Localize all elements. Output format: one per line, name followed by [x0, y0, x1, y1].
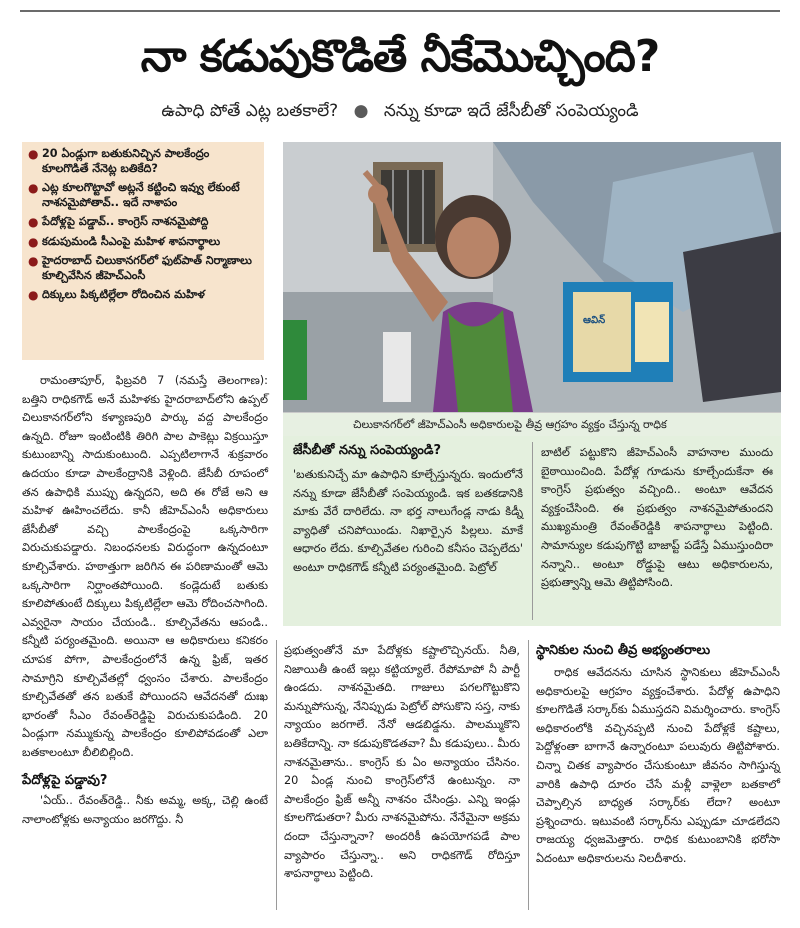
section-heading-poor: పేదోళ్లపై పడ్డావు? — [22, 773, 108, 789]
column-divider-1 — [276, 640, 277, 910]
subheadline-part2: నన్ను కూడా ఇదే జేసీబీతో సంపెయ్యండి — [383, 101, 639, 121]
quote-box — [283, 436, 781, 626]
quote-box-right-text: బాటిల్ పట్టుకొని జీహెచ్ఎంసీ వాహనాల ముందు బైఠాయించింది. పేదోళ్ల గూడును కూల్చేందుకేనా ఈ కాంగ్రెస్ ప్రభుత్వం వచ్చింది.. అంటూ ఆవేదన వ్యక్తంచేసింది. ఈ ప్రభుత్వం నాశనమైపోతుందని ముఖ్యమంత్రి రేవంత్‌రెడ్డికి శాపనార్థాలు పెట్టింది. సామాన్యుల కడుపుగొట్టి బాజాప్ట్ పడేస్తే ఏముస్తుందిరా నన్నాని.. అంటూ రోడ్డుపై ఆటు అధికారులను, ప్రభుత్వాన్ని ఆమె తిట్టిపోసింది. — [541, 446, 773, 590]
article-column-3 — [536, 640, 780, 869]
headline: నా కడుపుకొడితే నీకేమొచ్చింది? — [140, 31, 660, 82]
subheadline — [20, 96, 780, 126]
box-divider — [532, 442, 533, 620]
news-photo — [283, 142, 781, 412]
article-quote-continued: ప్రభుత్వంతోనే మా పేదోళ్లకు కష్టాలొచ్చినయ్. నీతి, నిజాయితీ ఉంటే ఇల్లు కట్టియ్యాలే. రేపోమాపో నీ పార్టీ ఉండదు. నాశనమైతది. గాజులు పగలగొట్టుకొని మన్నుపోసున్న, నేనిప్పుడు పెట్రోల్ పోసుకొని సస్త, నాకు న్యాయం జరగాలే. నేనో ఆడబిడ్డను. పాలమ్ముకొని బతికేదాన్ని. నా కడుపుకొడతవా? మీ కడుపులు.. మీరు నాశనమైతాను.. కాంగ్రెస్ కు ఏం అన్యాయం చేసినం. 20 ఏండ్ల నుంచి కాంగ్రెస్‌లోనే ఉంటున్నం. నా పాలకేంద్రం ఫ్రిజ్ అన్నీ నాశనం చేసిండ్రు. ఎన్ని ఇండ్లు కూలగొడుతరా? మీరు నాశనమైపోను. నేనేమైనా అక్రమ దందా చేస్తున్నానా? అందరికీ ఉపయోగపడే పాల వ్యాపారం చేస్తున్నా.. అని రాధికగౌడ్ రోదిస్తూ శాపనార్థాలు పెట్టింది. — [284, 644, 520, 881]
milk-stall-sign: ఆవిన్ — [583, 315, 606, 326]
bullet-icon: ● — [28, 288, 39, 302]
quote-box-heading: జేసీబీతో నన్ను సంపెయ్యండి? — [293, 443, 442, 458]
article-intro-text: రామంతాపూర్, ఫిబ్రవరి 7 (నమస్తే తెలంగాణ): బత్తిని రాధికగౌడ్ అనే మహిళకు హైదరాబాద్‌లోని ఉప్పల్ చిలుకానగర్‌లోని కళ్యాణపురి పార్కు వద్ద పాలకేంద్రం ఉన్నది. రోజూ ఇంటింటికి తిరిగి పాల పాకెట్లు విక్రయిస్తూ కుటుంబాన్ని సాదుకుంటుంది. ఎప్పటిలాగానే శుక్రవారం ఉదయం కూడా పాలకేంద్రానికి వెళ్లింది. జేసీబీ రూపంలో తన ఉపాధికి ముప్పు ఉన్నదని, అది ఈ రోజే అని ఆ మహిళ ఊహించలేదు. కానీ జీహెచ్ఎంసీ అధికారులు జేసీబీతో వచ్చి పాలకేంద్రంపై ఒక్కసారిగా విరుచుకుపడ్డారు. నిబంధనలకు విరుద్ధంగా ఉన్నదంటూ కూల్చివేశారు. హఠాత్తుగా జరిగిన ఈ పరిణామంతో ఆమె ఒక్కసారిగా నిర్ఘాంతపోయింది. కండ్లెదుటే బతుకు కూలిపోతుంటే దిక్కులు పిక్కటిల్లేలా ఆమె రోదించసాగింది. ఎవ్వరైనా సాయం చేయండి.. కూల్చివేతను ఆపండి.. కన్నీటి పర్యంతమైంది. అయినా ఆ అధికారులు కనికరం చూపక పోగా, పాలకేంద్రంలోనే ఉన్న ఫ్రిజ్, ఇతర సామాగ్రిని కూల్చివేతల్లో ధ్వంసం చేశారు. పాలకేంద్రం కూల్చివేతతో తన బతుకే పోయిందని ఆవేదనతో దుఃఖ భారంతో సీఎం రేవంత్‌రెడ్డిపై విరుచుకుపడింది. 20 ఏండ్లుగా నమ్ముకున్న పాలకేంద్రం కూలిపోవడంతో ఎలా బతకాలంటూ బీలిబిల్లింది. — [22, 374, 268, 759]
bullet-icon: ● — [28, 215, 39, 229]
highlight-item: ● దిక్కులు పిక్కటిల్లేలా రోదించిన మహిళ — [28, 288, 205, 302]
highlight-item: ● ఎట్ల కూలగొట్టావో అట్లనే కట్టించి ఇవ్వు లేకుంటే నాశనమైపోతావ్.. ఇదే నాశాపం — [28, 181, 240, 209]
subheadline-part1: ఉపాధి పోతే ఎట్ల బతకాలే? — [161, 101, 339, 121]
photo-caption: చిలుకానగర్‌లో జీహెచ్ఎంసీ అధికారులపై తీవ్ర ఆగ్రహం వ్యక్తం చేస్తున్న రాధిక — [283, 412, 781, 437]
highlight-item: ● 20 ఏండ్లుగా బతుకునిచ్చిన పాలకేంద్రం కూలగొడితే నేనెట్ల బతికేది? — [28, 147, 210, 175]
highlight-item: ● హైదరాబాద్ చిలుకానగర్‌లో ఫుట్‌పాత్ నిర్మాణాలు కూల్చివేసిన జీహెచ్ఎంసీ — [28, 254, 252, 282]
bullet-icon: ● — [28, 147, 39, 161]
highlight-item: ● పేదోళ్లపై పడ్డావ్.. కాంగ్రెస్ నాశనమైపోద్ది — [28, 215, 209, 229]
section-heading-locals: స్థానికుల నుంచి తీవ్ర అభ్యంతరాలు — [536, 643, 711, 658]
woman-pointing-photo — [283, 142, 781, 412]
top-rule — [20, 10, 780, 12]
subheadline-bullet-icon: ● — [353, 101, 369, 121]
article-quote-text: 'ఏయ్.. రేవంత్‌రెడ్డి.. నీకు అమ్మ, అక్క, చెల్లి ఉంటే నాలాంటోళ్లకు అన్యాయం జరగొద్దు. నీ — [22, 794, 268, 827]
quote-box-left-text: 'బతుకునిచ్చే మా ఉపాధిని కూల్చేస్తున్నరు. ఇందులోనే నన్ను కూడా జేసీబీతో సంపెయ్యండి. ఇక బతకడానికి మాకు వేరే దారిలేదు. నా భర్త నాలుగేండ్ల నాడు కిడ్నీ వ్యాధితో చనిపోయిండు. నిఖార్సైన పిల్లలు. మాకే ఆధారం లేదు. కూల్చివేతల గురించి కనీసం చెప్పలేదు' అంటూ రాధికగౌడ్ కన్నీటి పర్యంతమైంది. పెట్రోల్ — [293, 468, 523, 574]
article-column-2 — [284, 642, 520, 884]
highlight-item: ● కడుపుమండి సీఎంపై మహిళ శాపనార్థాలు — [28, 234, 221, 249]
bullet-icon: ● — [28, 254, 39, 268]
highlights-box — [22, 142, 264, 360]
bullet-icon: ● — [28, 181, 39, 195]
bullet-icon: ● — [28, 234, 39, 249]
article-locals-text: రాధిక ఆవేదనను చూసిన స్థానికులు జీహెచ్ఎంసీ అధికారులపై ఆగ్రహం వ్యక్తంచేశారు. పేదోళ్ల ఉపాధిని కూలగొడితే సర్కార్‌కు ఏముస్తదని విమర్శించారు. కాంగ్రెస్ అధికారంలోకి వచ్చినప్పటి నుంచి పేదోళ్లకే కష్టాలు, పెద్దోళ్లంతా బాగానే ఉన్నారంటూ పలువురు తిట్టిపోశారు. చిన్నా చితక వ్యాపారం చేసుకుంటూ జీవనం సాగిస్తున్న వారికి ఉపాధి దూరం చేసే మళ్లీ వాళ్లెలా బతకాలో చెప్పాల్సిన బాధ్యత సర్కార్‌కు లేదా? అంటూ ప్రశ్నించారు. ఇటువంటి సర్కార్‌ను ఎప్పుడూ చూడలేదని రాజయ్య ధ్వజమెత్తారు. రాధిక కుటుంబానికి భరోసా ఏదంటూ అధికారులను నిలదీశారు. — [536, 666, 780, 865]
article-column-1 — [22, 372, 268, 830]
column-divider-2 — [528, 640, 529, 910]
